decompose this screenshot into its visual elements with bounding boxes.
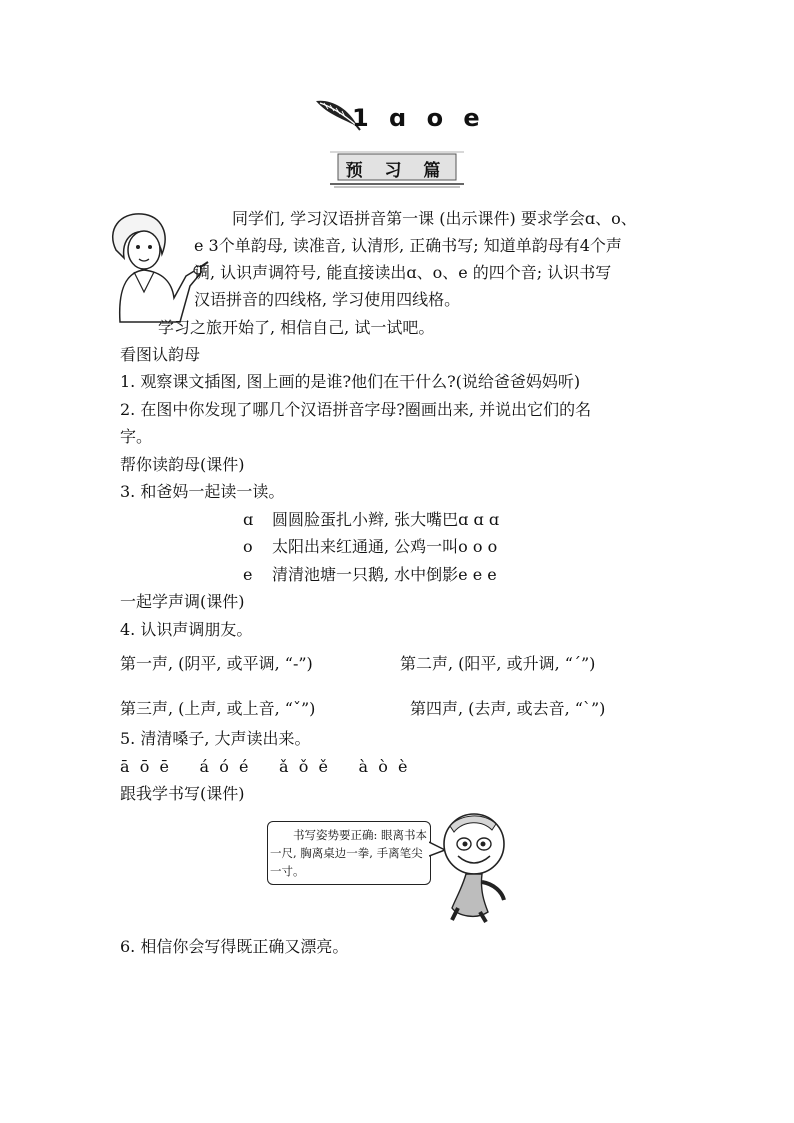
intro-line-5: 学习之旅开始了, 相信自己, 试一试吧。: [158, 318, 435, 337]
heading-read-finals: 帮你读韵母(课件): [120, 455, 245, 474]
lesson-title: 1 ɑ o e: [352, 104, 486, 132]
rhyme-letter-a: ɑ: [243, 510, 254, 529]
tone-third: 第三声, (上声, 或上音, “ˇ”): [120, 699, 316, 718]
section-title: 预 习 篇: [345, 161, 449, 181]
question-5: 5. 清清嗓子, 大声读出来。: [120, 729, 311, 748]
question-4: 4. 认识声调朋友。: [120, 620, 253, 639]
tone-first: 第一声, (阴平, 或平调, “-”): [120, 654, 313, 673]
question-6: 6. 相信你会写得既正确又漂亮。: [120, 937, 349, 956]
question-2-line-1: 2. 在图中你发现了哪几个汉语拼音字母?圈画出来, 并说出它们的名: [120, 400, 592, 419]
rhyme-text-o: 太阳出来红通通, 公鸡一叫o o o: [272, 537, 498, 556]
rhyme-letter-o: o: [243, 537, 253, 556]
rhyme-text-a: 圆圆脸蛋扎小辫, 张大嘴巴ɑ ɑ ɑ: [272, 510, 500, 529]
smiley-mascot-illustration: [436, 808, 510, 924]
intro-line-4: 汉语拼音的四线格, 学习使用四线格。: [194, 290, 461, 309]
intro-line-3: 调, 认识声调符号, 能直接读出ɑ、o、e 的四个音; 认识书写: [194, 263, 612, 282]
tone-marks-row: ā ō ē á ó é ǎ ǒ ě à ò è: [120, 757, 408, 776]
intro-line-1: 同学们, 学习汉语拼音第一课 (出示课件) 要求学会ɑ、o、: [232, 209, 637, 228]
heading-look-at-picture: 看图认韵母: [120, 345, 201, 364]
intro-line-2: e 3个单韵母, 读准音, 认清形, 正确书写; 知道单韵母有4个声: [194, 236, 622, 255]
rhyme-letter-e: e: [243, 565, 253, 584]
question-2-line-2: 字。: [120, 427, 153, 446]
heading-learn-tones: 一起学声调(课件): [120, 592, 245, 611]
question-3: 3. 和爸妈一起读一读。: [120, 482, 285, 501]
tone-second: 第二声, (阳平, 或升调, “ˊ”): [400, 654, 596, 673]
speech-bubble-text: 书写姿势要正确: 眼离书本一尺, 胸离桌边一拳, 手离笔尖一寸。: [270, 828, 428, 878]
rhyme-text-e: 清清池塘一只鹅, 水中倒影e e e: [272, 565, 497, 584]
tone-fourth: 第四声, (去声, 或去音, “ˋ”): [410, 699, 606, 718]
heading-learn-writing: 跟我学书写(课件): [120, 784, 245, 803]
question-1: 1. 观察课文插图, 图上画的是谁?他们在干什么?(说给爸爸妈妈听): [120, 372, 581, 391]
